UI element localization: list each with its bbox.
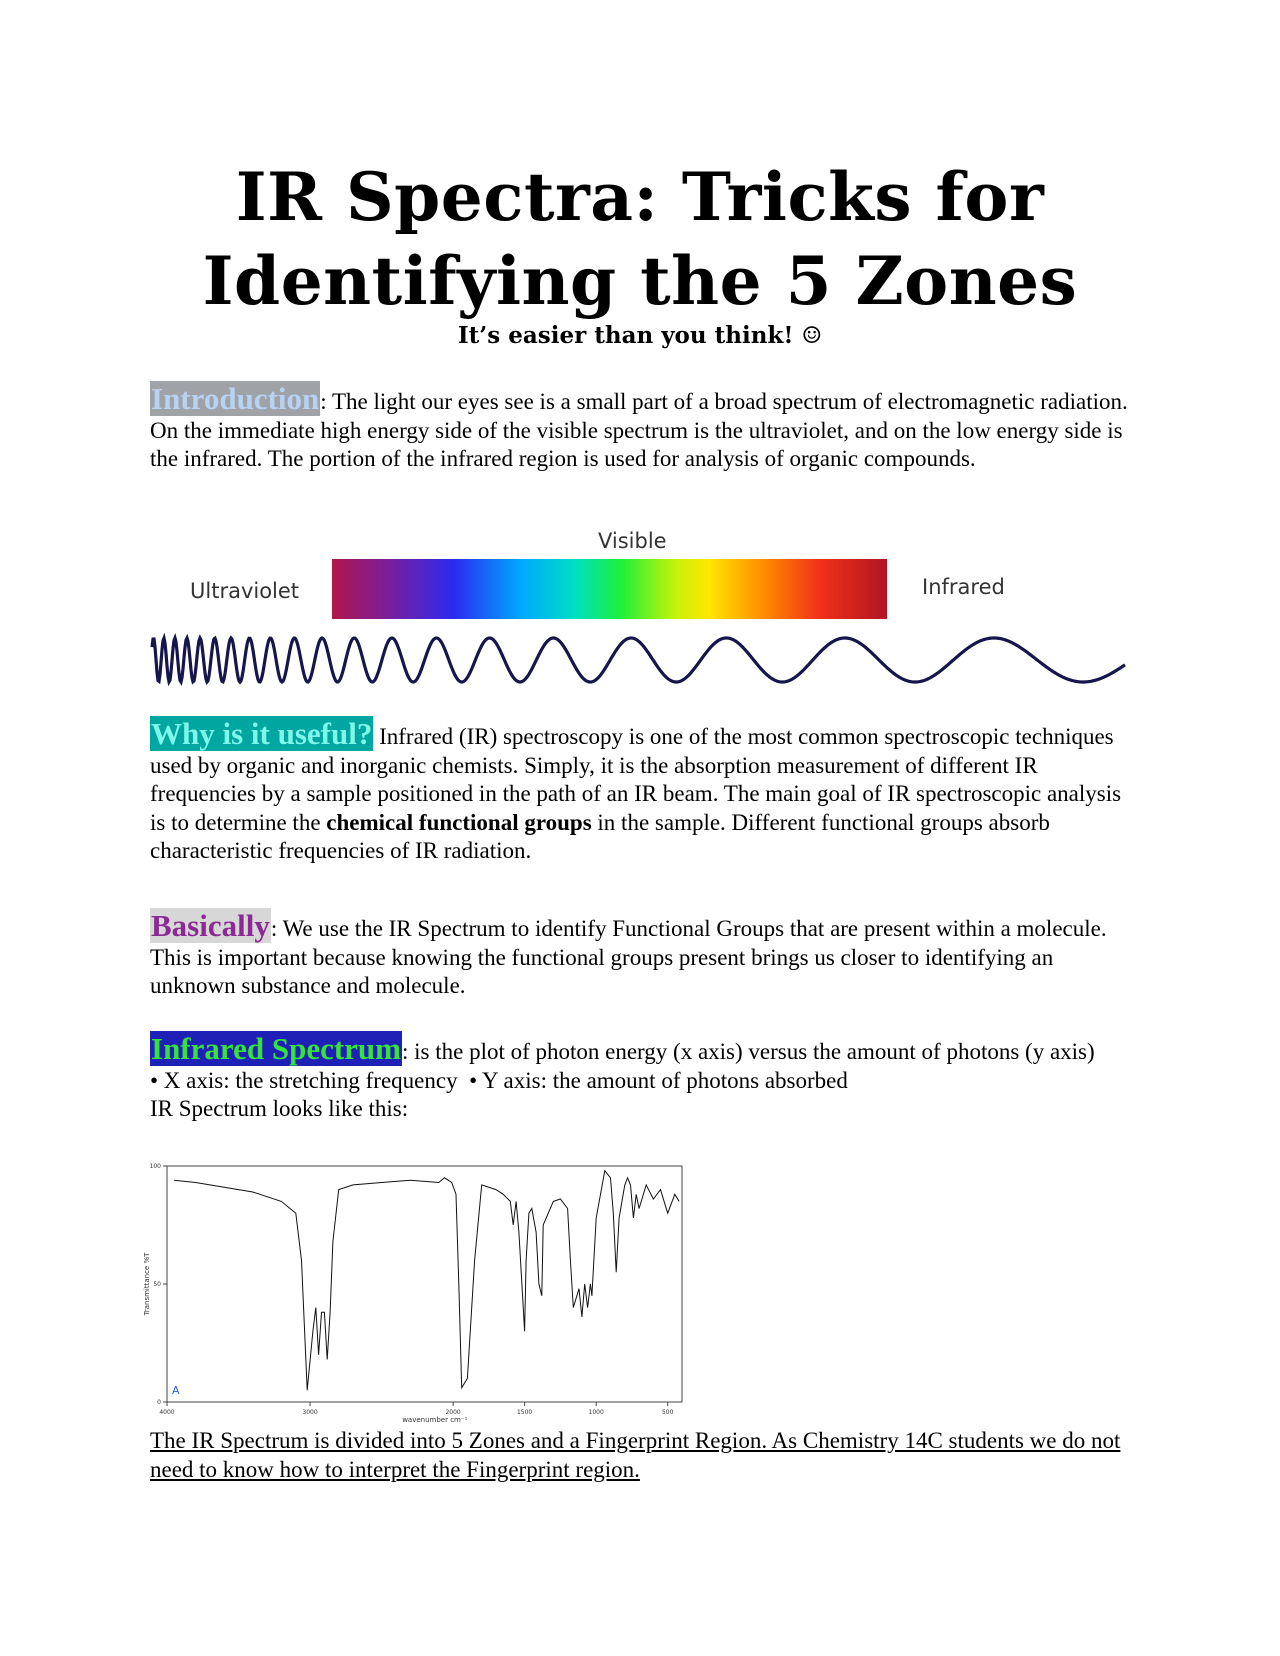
why-paragraph [150,716,1135,866]
why-bold-text: chemical functional groups [326,809,592,835]
basically-heading: Basically [151,908,270,943]
basically-text: : We use the IR Spectrum to identify Functional Groups that are present within a molecule. This is important because knowing the functional groups present brings us closer to identifying an unknown substance and molecule. [150,916,1107,998]
x-tick-label: 2000 [445,1409,461,1416]
visible-label: Visible [598,529,667,553]
intro-paragraph [150,381,1135,474]
ir-spectrum-text: : is the plot of photon energy (x axis) versus the amount of photons (y axis) [401,1039,1095,1064]
spectrum-line [174,1171,679,1391]
ir-spectrum-paragraph [150,1031,1135,1124]
em-spectrum-figure [150,528,1135,688]
intro-heading: Introduction [151,381,320,416]
page-subtitle: It’s easier than you think! ☺ [457,322,823,349]
why-text-after: in the sample. Different functional groups absorb characteristic frequencies of IR radiation. [150,809,1050,863]
visible-band [332,559,887,619]
ir-spectrum-chart [145,1158,690,1428]
plot-frame [167,1166,682,1402]
em-wave [152,638,1125,682]
x-axis-label: wavenumber cm⁻¹ [402,1416,468,1424]
title-line-1: IR Spectra: Tricks for [235,158,1045,236]
x-tick-label: 1000 [588,1409,604,1416]
basically-paragraph [150,908,1135,1001]
ultraviolet-label: Ultraviolet [190,579,300,603]
y-tick-label: 100 [149,1163,161,1170]
x-tick-label: 3000 [302,1409,318,1416]
footer-paragraph: The IR Spectrum is divided into 5 Zones and a Fingerprint Region. As Chemistry 14C students we do not need to know how to interpret the Fingerprint region. [150,1428,1121,1482]
x-tick-label: 1500 [516,1409,533,1416]
y-tick-label: 0 [157,1399,161,1406]
y-axis-label: Transmittance %T [143,1252,151,1316]
x-tick-label: 500 [661,1409,674,1416]
ir-spectrum-heading: Infrared Spectrum [151,1031,401,1066]
why-text-before: Infrared (IR) spectroscopy is one of the most common spectroscopic techniques used by organic and inorganic chemists. Simply, it is the absorption measurement of different IR frequencies by a sample positioned in the path of an IR beam. The main goal of IR spectroscopic analysis is to determine the [150,724,1122,835]
why-heading: Why is it useful? [151,716,373,751]
y-tick-label: 50 [153,1281,161,1288]
infrared-label: Infrared [922,575,1005,599]
panel-label: A [172,1384,180,1397]
intro-text: : The light our eyes see is a small part of a broad spectrum of electromagnetic radiation. On the immediate high energy side of the visible spectrum is the ultraviolet, and on the low energy side is the infrared. The portion of the infrared region is used for analysis of organic compounds. [150,389,1128,471]
looks-like-text: IR Spectrum looks like this: [150,1096,409,1121]
x-tick-label: 4000 [159,1409,175,1416]
page-title [0,155,1280,323]
axis-bullets: • X axis: the stretching frequency • Y axis: the amount of photons absorbed [150,1067,848,1093]
title-line-2: Identifying the 5 Zones [202,242,1078,320]
